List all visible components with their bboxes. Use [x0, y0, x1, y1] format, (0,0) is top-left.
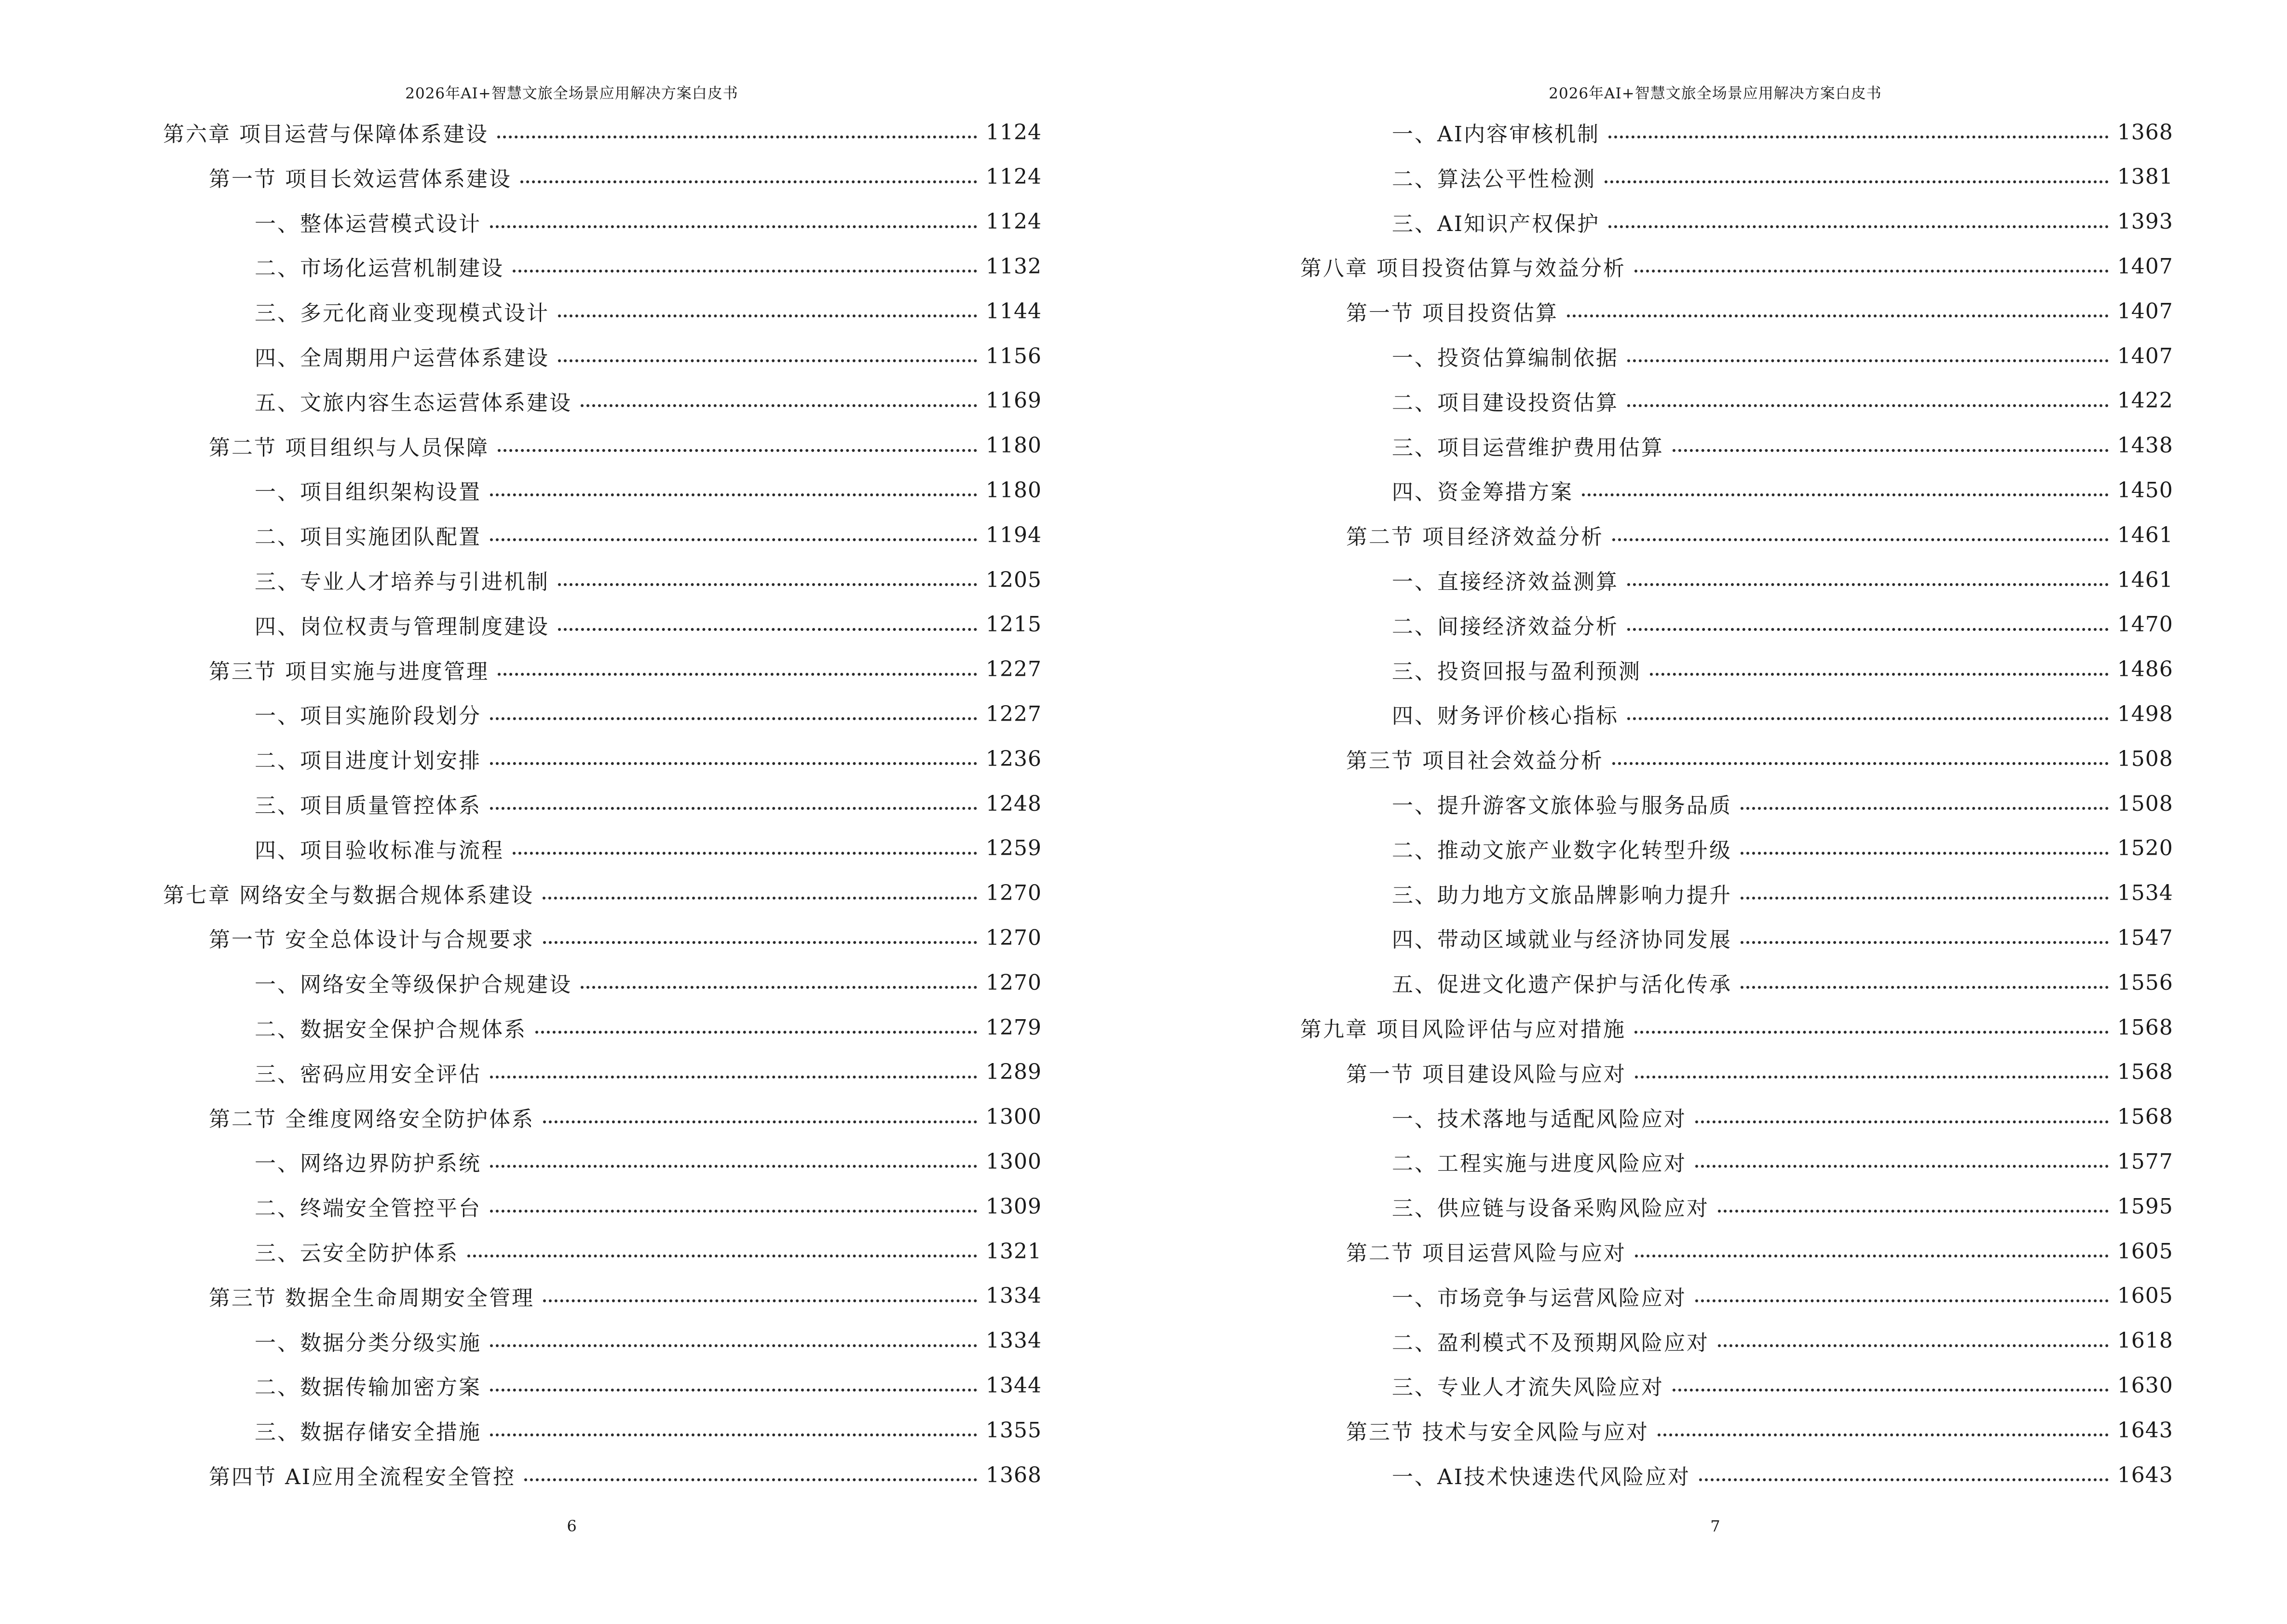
- toc-entry-page-number: 1309: [986, 1194, 1042, 1219]
- toc-dot-leader: [490, 538, 977, 541]
- toc-entry-page-number: 1508: [2117, 791, 2173, 816]
- toc-entry-page-number: 1169: [986, 388, 1042, 413]
- toc-dot-leader: [581, 404, 977, 407]
- toc-dot-leader: [498, 673, 977, 676]
- toc-entry-title: 一、提升游客文旅体验与服务品质: [1392, 793, 1732, 818]
- toc-entry[interactable]: [255, 1229, 1042, 1273]
- toc-entry[interactable]: [255, 960, 1042, 1005]
- toc-entry-page-number: 1381: [2117, 164, 2173, 190]
- toc-entry-title: 二、算法公平性检测: [1392, 166, 1596, 191]
- toc-entry[interactable]: [1392, 200, 2173, 244]
- toc-entry-title: 三、AI知识产权保护: [1392, 211, 1600, 236]
- toc-entry-page-number: 1300: [986, 1105, 1042, 1130]
- toc-entry[interactable]: [1392, 1184, 2173, 1228]
- toc-entry[interactable]: [1392, 692, 2173, 736]
- toc-entry-page-number: 1156: [986, 343, 1042, 368]
- toc-entry-page-number: 1194: [986, 522, 1042, 547]
- toc-dot-leader: [490, 1165, 977, 1168]
- toc-entry-title: 第四节 AI应用全流程安全管控: [209, 1465, 516, 1489]
- toc-dot-leader: [1695, 1120, 2109, 1123]
- toc-dot-leader: [1699, 1478, 2109, 1481]
- toc-entry-page-number: 1605: [2117, 1283, 2173, 1309]
- toc-entry-title: 三、项目运营维护费用估算: [1392, 435, 1664, 460]
- toc-entry-title: 一、投资估算编制依据: [1392, 346, 1619, 370]
- toc-entry[interactable]: [255, 1184, 1042, 1228]
- toc-entry-page-number: 1407: [2117, 299, 2173, 324]
- toc-entry-page-number: 1461: [2117, 567, 2173, 592]
- toc-entry-title: 二、项目建设投资估算: [1392, 390, 1619, 415]
- toc-entry-title: 三、专业人才流失风险应对: [1392, 1375, 1664, 1400]
- toc-entry-page-number: 1568: [2117, 1015, 2173, 1040]
- toc-entry-title: 二、项目进度计划安排: [255, 749, 481, 774]
- toc-entry[interactable]: [255, 289, 1042, 333]
- toc-entry[interactable]: [1392, 1363, 2173, 1407]
- toc-dot-leader: [543, 897, 977, 900]
- toc-entry-title: 四、资金筹措方案: [1392, 480, 1573, 505]
- toc-entry-title: 一、直接经济效益测算: [1392, 570, 1619, 594]
- toc-dot-leader: [490, 1344, 977, 1347]
- toc-entry-page-number: 1124: [986, 209, 1042, 234]
- toc-entry-page-number: 1215: [986, 612, 1042, 637]
- toc-entry-page-number: 1259: [986, 836, 1042, 861]
- toc-entry[interactable]: [209, 915, 1042, 960]
- toc-entry-title: 二、间接经济效益分析: [1392, 614, 1619, 639]
- toc-entry[interactable]: [1392, 155, 2173, 199]
- toc-entry-title: 一、整体运营模式设计: [255, 211, 481, 236]
- toc-dot-leader: [490, 493, 977, 496]
- toc-entry-title: 一、AI内容审核机制: [1392, 122, 1600, 147]
- toc-dot-leader: [543, 1299, 977, 1302]
- toc-entry-title: 一、网络边界防护系统: [255, 1151, 481, 1176]
- toc-entry-title: 第六章 项目运营与保障体系建设: [163, 122, 489, 147]
- toc-entry[interactable]: [255, 1050, 1042, 1094]
- toc-entry-page-number: 1438: [2117, 433, 2173, 458]
- toc-entry[interactable]: [1392, 558, 2173, 602]
- toc-dot-leader: [1634, 270, 2109, 273]
- toc-entry[interactable]: [163, 110, 1042, 154]
- toc-entry-title: 二、数据安全保护合规体系: [255, 1017, 527, 1042]
- toc-entry[interactable]: [209, 1453, 1042, 1497]
- toc-entry-page-number: 1568: [2117, 1060, 2173, 1085]
- toc-entry-title: 三、项目质量管控体系: [255, 793, 481, 818]
- toc-entry-page-number: 1534: [2117, 881, 2173, 906]
- toc-entry-title: 第一节 项目建设风险与应对: [1346, 1062, 1626, 1087]
- toc-dot-leader: [490, 1433, 977, 1436]
- toc-entry-title: 三、多元化商业变现模式设计: [255, 301, 549, 326]
- toc-dot-leader: [1612, 762, 2109, 765]
- toc-entry[interactable]: [1346, 1408, 2173, 1452]
- toc-entry-page-number: 1643: [2117, 1462, 2173, 1488]
- toc-entry[interactable]: [1392, 1095, 2173, 1139]
- toc-entry-page-number: 1407: [2117, 254, 2173, 279]
- toc-dot-leader: [1635, 1255, 2109, 1257]
- toc-dot-leader: [498, 449, 977, 452]
- toc-dot-leader: [490, 1210, 977, 1213]
- toc-entry-page-number: 1248: [986, 791, 1042, 816]
- toc-entry-title: 第三节 数据全生命周期安全管理: [209, 1285, 534, 1310]
- toc-entry[interactable]: [1300, 244, 2173, 288]
- toc-dot-leader: [1718, 1344, 2109, 1347]
- toc-dot-leader: [520, 180, 977, 183]
- toc-entry-title: 三、云安全防护体系: [255, 1241, 459, 1266]
- toc-entry-page-number: 1556: [2117, 970, 2173, 995]
- toc-entry[interactable]: [255, 200, 1042, 244]
- toc-entry-page-number: 1132: [986, 254, 1042, 279]
- toc-entry-title: 三、投资回报与盈利预测: [1392, 659, 1641, 684]
- toc-entry-title: 第七章 网络安全与数据合规体系建设: [163, 883, 534, 908]
- toc-entry-title: 四、全周期用户运营体系建设: [255, 346, 549, 370]
- toc-entry-page-number: 1321: [986, 1239, 1042, 1264]
- toc-entry[interactable]: [255, 244, 1042, 288]
- toc-entry-title: 第二节 项目组织与人员保障: [209, 435, 489, 460]
- toc-dot-leader: [1718, 1210, 2109, 1213]
- toc-entry-title: 四、财务评价核心指标: [1392, 704, 1619, 729]
- toc-entry-title: 二、终端安全管控平台: [255, 1196, 481, 1221]
- toc-dot-leader: [1627, 583, 2109, 586]
- toc-page-right: [1144, 0, 2287, 1624]
- toc-entry[interactable]: [255, 558, 1042, 602]
- toc-dot-leader: [543, 1120, 977, 1123]
- toc-entry[interactable]: [255, 1319, 1042, 1363]
- toc-entry[interactable]: [1392, 379, 2173, 423]
- toc-entry-title: 二、推动文旅产业数字化转型升级: [1392, 838, 1732, 863]
- running-header: 2026年AI+智慧文旅全场景应用解决方案白皮书: [405, 85, 738, 102]
- toc-dot-leader: [490, 807, 977, 810]
- toc-entry[interactable]: [255, 781, 1042, 826]
- toc-entry[interactable]: [255, 468, 1042, 512]
- toc-entry-title: 一、网络安全等级保护合规建设: [255, 972, 572, 997]
- toc-dot-leader: [1673, 1389, 2109, 1392]
- toc-entry-title: 三、数据存储安全措施: [255, 1420, 481, 1445]
- toc-dot-leader: [1658, 1433, 2109, 1436]
- toc-entry[interactable]: [1392, 915, 2173, 960]
- toc-entry-page-number: 1422: [2117, 388, 2173, 413]
- toc-dot-leader: [1741, 986, 2109, 989]
- toc-dot-leader: [1627, 359, 2109, 362]
- toc-entry[interactable]: [1346, 1050, 2173, 1094]
- toc-entry-title: 第一节 安全总体设计与合规要求: [209, 928, 534, 953]
- toc-entry-page-number: 1334: [986, 1283, 1042, 1309]
- toc-entry-title: 第九章 项目风险评估与应对措施: [1300, 1017, 1626, 1042]
- toc-dot-leader: [490, 225, 977, 228]
- toc-entry-page-number: 1344: [986, 1373, 1042, 1398]
- toc-dot-leader: [524, 1478, 977, 1481]
- toc-entry-title: 一、项目实施阶段划分: [255, 704, 481, 729]
- toc-entry[interactable]: [1392, 871, 2173, 915]
- toc-dot-leader: [1650, 673, 2109, 676]
- toc-entry[interactable]: [163, 871, 1042, 915]
- toc-dot-leader: [558, 628, 977, 631]
- toc-entry-page-number: 1270: [986, 970, 1042, 995]
- toc-entry-title: 第三节 项目实施与进度管理: [209, 659, 489, 684]
- toc-entry-page-number: 1300: [986, 1149, 1042, 1174]
- toc-dot-leader: [1612, 538, 2109, 541]
- toc-entry-title: 四、岗位权责与管理制度建设: [255, 614, 549, 639]
- toc-entry-page-number: 1568: [2117, 1105, 2173, 1130]
- toc-entry-page-number: 1124: [986, 164, 1042, 190]
- toc-entry-page-number: 1279: [986, 1015, 1042, 1040]
- toc-entry[interactable]: [255, 1363, 1042, 1407]
- toc-entry-page-number: 1498: [2117, 701, 2173, 726]
- toc-entry-title: 五、文旅内容生态运营体系建设: [255, 390, 572, 415]
- toc-entry[interactable]: [209, 423, 1042, 468]
- toc-entry-title: 二、项目实施团队配置: [255, 525, 481, 550]
- toc-entry-page-number: 1368: [2117, 120, 2173, 145]
- toc-entry-title: 三、密码应用安全评估: [255, 1062, 481, 1087]
- toc-entry-title: 第二节 项目运营风险与应对: [1346, 1241, 1626, 1266]
- toc-entry-page-number: 1270: [986, 925, 1042, 950]
- toc-dot-leader: [497, 136, 977, 138]
- toc-dot-leader: [1605, 180, 2109, 183]
- toc-entry-page-number: 1180: [986, 478, 1042, 503]
- toc-entry-title: 四、项目验收标准与流程: [255, 838, 504, 863]
- toc-entry-page-number: 1508: [2117, 746, 2173, 771]
- toc-entry[interactable]: [255, 1005, 1042, 1050]
- toc-entry[interactable]: [255, 1408, 1042, 1452]
- toc-entry-title: 二、数据传输加密方案: [255, 1375, 481, 1400]
- toc-dot-leader: [1627, 717, 2109, 720]
- toc-dot-leader: [1627, 404, 2109, 407]
- toc-entry[interactable]: [1346, 289, 2173, 333]
- page-number: 7: [1710, 1517, 1720, 1535]
- toc-entry[interactable]: [255, 379, 1042, 423]
- toc-dot-leader: [558, 314, 977, 317]
- toc-dot-leader: [1634, 1031, 2109, 1034]
- toc-entry[interactable]: [255, 334, 1042, 378]
- toc-entry[interactable]: [1346, 737, 2173, 781]
- toc-entry-title: 一、AI技术快速迭代风险应对: [1392, 1465, 1691, 1489]
- toc-entry[interactable]: [255, 602, 1042, 647]
- toc-entry[interactable]: [255, 692, 1042, 736]
- toc-entry-title: 二、市场化运营机制建设: [255, 256, 504, 281]
- toc-entry-page-number: 1144: [986, 299, 1042, 324]
- toc-dot-leader: [1695, 1299, 2109, 1302]
- toc-entry-title: 四、带动区域就业与经济协同发展: [1392, 928, 1732, 953]
- toc-entry-title: 第三节 项目社会效益分析: [1346, 749, 1604, 774]
- toc-dot-leader: [558, 583, 977, 586]
- toc-entry-title: 一、项目组织架构设置: [255, 480, 481, 505]
- toc-dot-leader: [535, 1031, 977, 1034]
- toc-dot-leader: [1695, 1165, 2109, 1168]
- toc-dot-leader: [1741, 807, 2109, 810]
- toc-entry[interactable]: [1392, 602, 2173, 647]
- toc-dot-leader: [1741, 941, 2109, 944]
- toc-entry-title: 一、市场竞争与运营风险应对: [1392, 1285, 1687, 1310]
- toc-entry[interactable]: [255, 737, 1042, 781]
- toc-entry-title: 三、助力地方文旅品牌影响力提升: [1392, 883, 1732, 908]
- toc-entry-page-number: 1407: [2117, 343, 2173, 368]
- toc-entry-page-number: 1618: [2117, 1328, 2173, 1353]
- toc-dot-leader: [1608, 225, 2109, 228]
- toc-entry-title: 二、工程实施与进度风险应对: [1392, 1151, 1687, 1176]
- toc-entry[interactable]: [1300, 1005, 2173, 1050]
- toc-entry-page-number: 1236: [986, 746, 1042, 771]
- toc-entry-page-number: 1205: [986, 567, 1042, 592]
- toc-entry-title: 第一节 项目长效运营体系建设: [209, 166, 512, 191]
- toc-dot-leader: [490, 762, 977, 765]
- toc-entry-page-number: 1270: [986, 881, 1042, 906]
- toc-entry-page-number: 1355: [986, 1418, 1042, 1443]
- toc-entry[interactable]: [1392, 1274, 2173, 1318]
- running-header: 2026年AI+智慧文旅全场景应用解决方案白皮书: [1549, 85, 1882, 102]
- toc-entry[interactable]: [1392, 423, 2173, 468]
- toc-entry[interactable]: [255, 513, 1042, 557]
- toc-entry-page-number: 1334: [986, 1328, 1042, 1353]
- toc-dot-leader: [1582, 493, 2109, 496]
- toc-entry[interactable]: [255, 1139, 1042, 1184]
- toc-entry[interactable]: [1392, 110, 2173, 154]
- toc-entry-title: 一、数据分类分级实施: [255, 1330, 481, 1355]
- toc-entry-page-number: 1605: [2117, 1239, 2173, 1264]
- toc-entry[interactable]: [209, 1274, 1042, 1318]
- toc-entry[interactable]: [1392, 647, 2173, 692]
- toc-entry[interactable]: [1392, 1453, 2173, 1497]
- toc-dot-leader: [1627, 628, 2109, 631]
- toc-entry-page-number: 1520: [2117, 836, 2173, 861]
- toc-entry[interactable]: [1392, 960, 2173, 1005]
- toc-dot-leader: [1741, 897, 2109, 900]
- toc-entry-page-number: 1486: [2117, 657, 2173, 682]
- toc-dot-leader: [490, 1076, 977, 1078]
- toc-dot-leader: [558, 359, 977, 362]
- toc-entry-title: 五、促进文化遗产保护与活化传承: [1392, 972, 1732, 997]
- toc-entry[interactable]: [1392, 826, 2173, 871]
- toc-entry-page-number: 1643: [2117, 1418, 2173, 1443]
- toc-entry[interactable]: [1392, 1139, 2173, 1184]
- toc-dot-leader: [1741, 852, 2109, 855]
- toc-entry-page-number: 1227: [986, 701, 1042, 726]
- toc-entry[interactable]: [1346, 513, 2173, 557]
- toc-dot-leader: [1567, 314, 2109, 317]
- toc-entry-title: 一、技术落地与适配风险应对: [1392, 1106, 1687, 1132]
- toc-entry-title: 三、供应链与设备采购风险应对: [1392, 1196, 1709, 1221]
- toc-dot-leader: [490, 1389, 977, 1392]
- toc-entry-page-number: 1450: [2117, 478, 2173, 503]
- toc-entry-title: 二、盈利模式不及预期风险应对: [1392, 1330, 1709, 1355]
- toc-dot-leader: [543, 941, 977, 944]
- toc-entry-page-number: 1547: [2117, 925, 2173, 950]
- toc-entry[interactable]: [1346, 1229, 2173, 1273]
- toc-entry-page-number: 1577: [2117, 1149, 2173, 1174]
- toc-dot-leader: [581, 986, 977, 989]
- toc-entry-title: 第八章 项目投资估算与效益分析: [1300, 256, 1626, 281]
- toc-entry-page-number: 1289: [986, 1060, 1042, 1085]
- toc-entry-page-number: 1368: [986, 1462, 1042, 1488]
- toc-dot-leader: [467, 1255, 977, 1257]
- toc-entry-title: 第二节 全维度网络安全防护体系: [209, 1106, 534, 1132]
- page-number: 6: [567, 1517, 577, 1535]
- toc-entry-title: 第三节 技术与安全风险与应对: [1346, 1420, 1649, 1445]
- toc-entry-page-number: 1470: [2117, 612, 2173, 637]
- toc-entry-page-number: 1461: [2117, 522, 2173, 547]
- toc-dot-leader: [1608, 136, 2109, 138]
- toc-entry[interactable]: [209, 1095, 1042, 1139]
- toc-entry-page-number: 1630: [2117, 1373, 2173, 1398]
- toc-entry-page-number: 1227: [986, 657, 1042, 682]
- toc-dot-leader: [1673, 449, 2109, 452]
- toc-dot-leader: [490, 717, 977, 720]
- toc-entry[interactable]: [209, 647, 1042, 692]
- toc-dot-leader: [513, 270, 977, 273]
- toc-entry[interactable]: [1392, 781, 2173, 826]
- toc-dot-leader: [513, 852, 977, 855]
- toc-entry-page-number: 1595: [2117, 1194, 2173, 1219]
- toc-entry-title: 第二节 项目经济效益分析: [1346, 525, 1604, 550]
- toc-entry[interactable]: [1392, 1319, 2173, 1363]
- toc-entry[interactable]: [1392, 334, 2173, 378]
- toc-entry-page-number: 1180: [986, 433, 1042, 458]
- toc-dot-leader: [1635, 1076, 2109, 1078]
- toc-entry-page-number: 1124: [986, 120, 1042, 145]
- toc-entry-title: 第一节 项目投资估算: [1346, 301, 1558, 326]
- toc-entry[interactable]: [1392, 468, 2173, 512]
- toc-entry[interactable]: [209, 155, 1042, 199]
- toc-entry-title: 三、专业人才培养与引进机制: [255, 570, 549, 594]
- toc-entry-page-number: 1393: [2117, 209, 2173, 234]
- toc-entry[interactable]: [255, 826, 1042, 871]
